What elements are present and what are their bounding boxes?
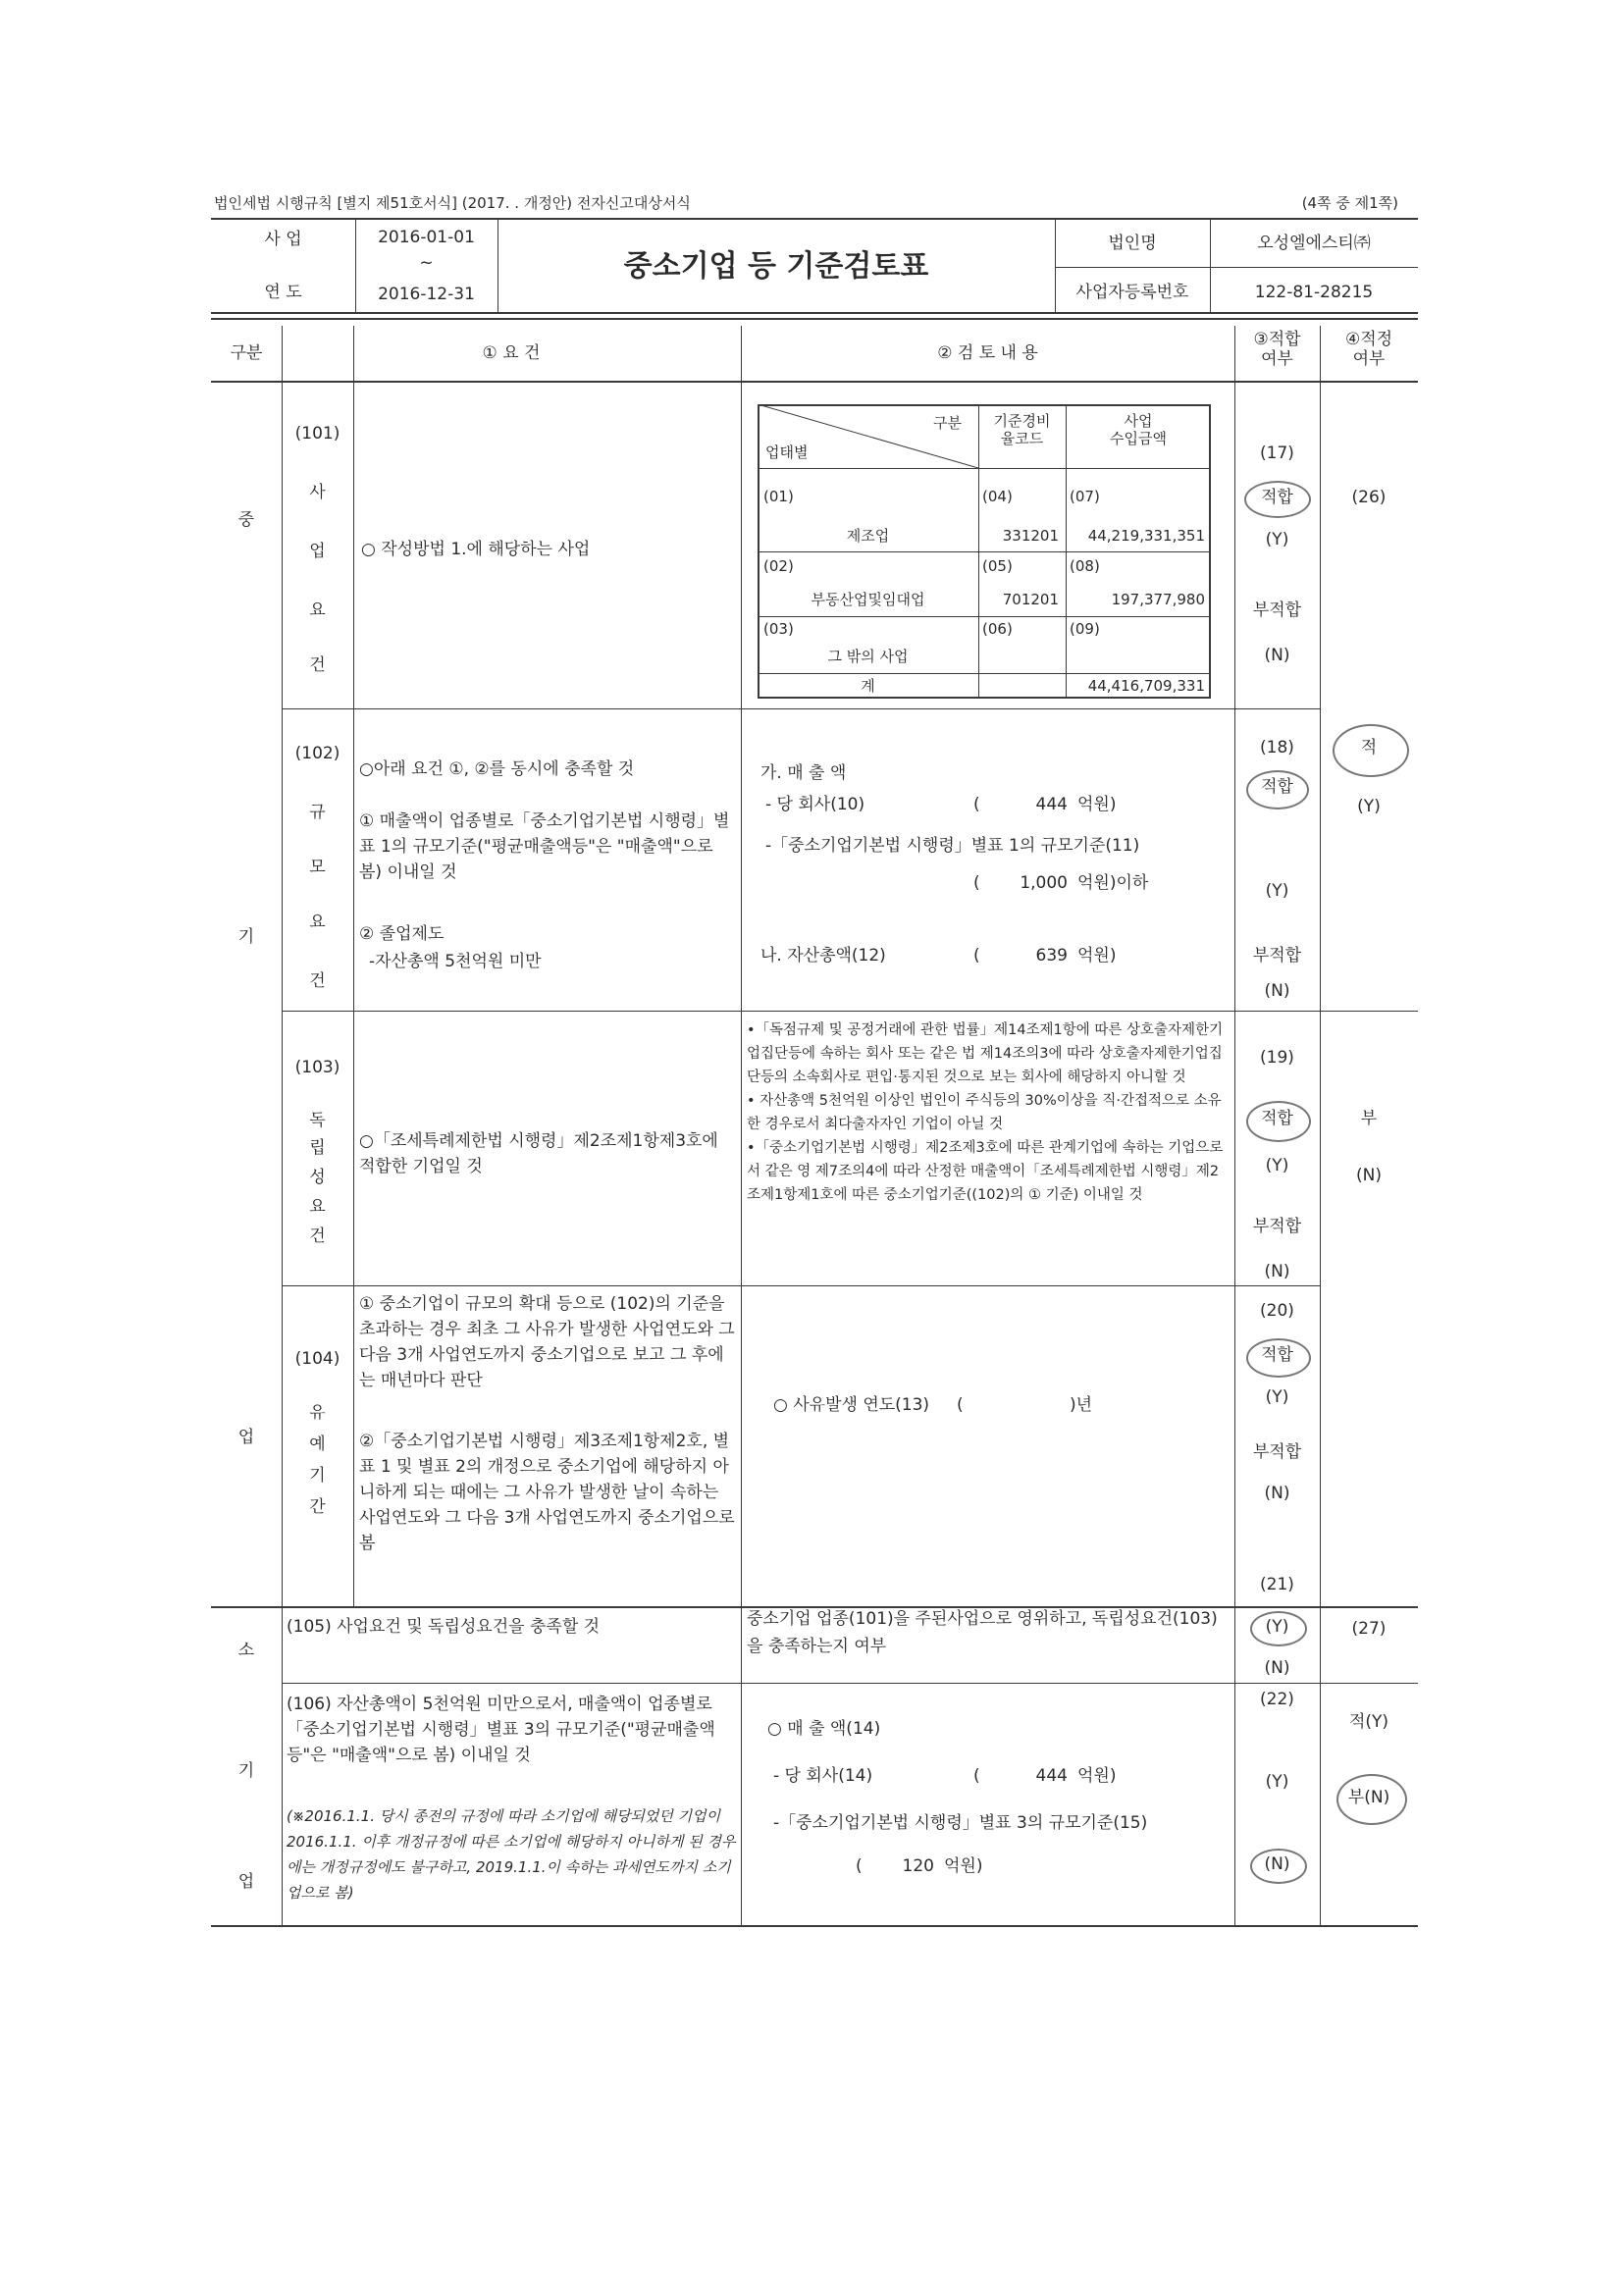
- row103-review: •「독점규제 및 공정거래에 관한 법률」제14조제1항에 따른 상호출자제한기업집단등에 속하는 회사 또는 같은 법 제14조의3에 따라 상호출자제한기업집단등의 소속회사로 편입·통지된 것으로 보는 회사에 해당하지 아니할 것 • 자산총액 5천억원 이상인 법인이 주식등의 30%이상을 직·간접적으로 소유한 경우로서 최다출자자인 기업이 아닐 것 •「중소기업기본법 시행령」제2조제3호에 따른 관계기업에 속하는 기업으로서 같은 영 제7조의4에 따라 산정한 매출액이「조세특례제한법 시행령」제2조제1항제1호에 따른 중소기업기준((102)의 ① 기준) 이내일 것: [747, 1022, 1224, 1203]
- row102-label-char: 규: [309, 803, 326, 822]
- tbl-cell: 197,377,980: [1111, 591, 1205, 608]
- row106-req-1: (106) 자산총액이 5천억원 미만으로서, 매출액이 업종별로「중소기업기본법 시행령」별표 3의 규모기준("평균매출액등"은 "매출액"으로 봄) 이내일 것: [287, 1695, 715, 1765]
- row106-proper-2: 부(N): [1347, 1788, 1390, 1807]
- row102-num: (102): [294, 744, 340, 763]
- row104-label-char: 유: [309, 1403, 326, 1423]
- row104-fit-num: (20): [1260, 1301, 1294, 1321]
- row106-proper-1: 적(Y): [1348, 1712, 1389, 1732]
- paren-open: (: [973, 873, 980, 893]
- row102-proper-1: 적: [1360, 738, 1378, 757]
- row101-label-char: 요: [309, 600, 326, 620]
- col-header-proper: ④적정 여부: [1344, 330, 1393, 370]
- row103-label-char: 건: [309, 1226, 326, 1246]
- row103-label-char: 성: [309, 1168, 326, 1187]
- paren-open: (: [856, 1856, 863, 1876]
- row102-fit-n: (N): [1264, 981, 1290, 1001]
- tbl-total-amount: 44,416,709,331: [1087, 677, 1205, 695]
- row102-label-char: 요: [309, 913, 326, 932]
- row102-threshold-value: 1,000: [1020, 873, 1068, 893]
- row106-fit-n: (N): [1264, 1854, 1290, 1874]
- row103-label-char: 요: [309, 1197, 326, 1217]
- row102-rev-5-label: 나. 자산총액(12): [760, 946, 886, 965]
- row105-fit-y: (Y): [1265, 1617, 1289, 1637]
- tbl-cell: 그 밖의 사업: [827, 648, 909, 665]
- row101-label-char: 업: [309, 542, 326, 561]
- paren-open: (: [973, 795, 980, 814]
- row106-fit-y: (Y): [1265, 1772, 1289, 1792]
- paren-open: (: [973, 1766, 980, 1786]
- row103-requirement: ○「조세특례제한법 시행령」제2조제1항제3호에 적합한 기업일 것: [359, 1131, 718, 1176]
- row103-fit-y: (Y): [1265, 1156, 1289, 1175]
- row105-fit-n: (N): [1264, 1658, 1290, 1678]
- row101-fit-no: 부적합: [1252, 600, 1302, 620]
- form-reference: 법인세법 시행규칙 [별지 제51호서식] (2017. . 개정안) 전자신고대상서식: [214, 194, 691, 212]
- row103-label-char: 립: [309, 1138, 326, 1158]
- row102-req-1: ○아래 요건 ①, ②를 동시에 충족할 것: [359, 759, 635, 779]
- row104-fit-yes: 적합: [1261, 1345, 1293, 1365]
- col-header-requirement: ① 요 건: [482, 343, 541, 363]
- row103-proper-1: 부: [1360, 1109, 1378, 1128]
- row106-rev-1: ○ 매 출 액(14): [767, 1719, 881, 1739]
- row101-label-char: 사: [309, 483, 326, 502]
- row106-revenue-value: 444: [1035, 1766, 1068, 1786]
- category-char: 중: [237, 510, 255, 530]
- row102-req-3: ② 졸업제도: [359, 924, 445, 944]
- row104-num: (104): [294, 1349, 340, 1369]
- row103-proper-2: (N): [1356, 1166, 1382, 1185]
- row102-fit-no: 부적합: [1252, 946, 1302, 965]
- row106-fit-num: (22): [1260, 1690, 1294, 1709]
- unit-label: 억원): [1077, 1766, 1117, 1786]
- row101-requirement: ○ 작성방법 1.에 해당하는 사업: [361, 540, 591, 559]
- col-header-category: 구분: [230, 343, 263, 363]
- row104-fit-y: (Y): [1265, 1387, 1289, 1407]
- reg-no: 122-81-28215: [1254, 283, 1374, 302]
- row104-rev-label: ○ 사유발생 연도(13): [773, 1395, 930, 1415]
- row102-assets-value: 639: [1035, 946, 1068, 965]
- col-divider-label: [353, 326, 354, 1606]
- header-top-border: [211, 218, 1418, 220]
- unit-label: 억원): [1077, 795, 1117, 814]
- row102-rev-2-label: - 당 회사(10): [765, 795, 865, 814]
- tbl-cell: 44,219,331,351: [1087, 527, 1205, 545]
- row104-fit-n: (N): [1264, 1484, 1290, 1503]
- row104-req-1: ① 중소기업이 규모의 확대 등으로 (102)의 기준을 초과하는 경우 최초 그 사유가 발생한 사업연도와 그 다음 3개 사업연도까지 중소기업으로 보고 그 후에는 매년마다 판단: [359, 1294, 735, 1390]
- tbl-header-code: 기준경비 율코드: [993, 412, 1051, 447]
- unit-label: 억원)이하: [1077, 873, 1149, 893]
- tbl-cell: 701201: [1002, 591, 1059, 608]
- tbl-cell: (05): [982, 557, 1013, 575]
- row102-label-char: 건: [309, 971, 326, 991]
- tbl-cell: 331201: [1002, 527, 1059, 545]
- corp-name-label: 법인명: [1108, 234, 1157, 253]
- tbl-cell: 부동산업및임대업: [811, 591, 925, 608]
- paren-open: (: [957, 1395, 964, 1415]
- row105-proper: (27): [1351, 1619, 1387, 1639]
- col-divider-review: [741, 326, 742, 1925]
- reg-no-label: 사업자등록번호: [1075, 283, 1189, 302]
- row102-revenue-value: 444: [1035, 795, 1068, 814]
- row103-fit-n: (N): [1264, 1262, 1290, 1281]
- unit-label: 억원): [1077, 946, 1117, 965]
- header-bottom-border: [211, 312, 1418, 314]
- row102-rev-1: 가. 매 출 액: [760, 763, 847, 783]
- page-indicator: (4쪽 중 제1쪽): [1301, 194, 1398, 212]
- row106-req-2: (※2016.1.1. 당시 종전의 규정에 따라 소기업에 해당되었던 기업이 2016.1.1. 이후 개정규정에 따른 소기업에 해당하지 아니하게 된 경우에는 개정규정에도 불구하고, 2019.1.1.이 속하는 과세연도까지 소기업으로 봄): [287, 1807, 736, 1902]
- period-end: 2016-12-31: [378, 285, 475, 304]
- row103-fit-yes: 적합: [1261, 1109, 1293, 1128]
- corp-name: 오성엘에스티㈜: [1257, 234, 1371, 253]
- row102-label-char: 모: [309, 858, 326, 877]
- period-start: 2016-01-01: [378, 228, 475, 247]
- category-char: 기: [237, 1761, 255, 1781]
- row101-proper: (26): [1351, 488, 1387, 507]
- row102-rev-3: -「중소기업기본법 시행령」별표 1의 규모기준(11): [765, 836, 1140, 856]
- row101-fit-y: (Y): [1265, 530, 1289, 549]
- tbl-cell: (09): [1070, 620, 1100, 638]
- row106-threshold-value: 120: [902, 1856, 934, 1876]
- row104-fit-no: 부적합: [1252, 1442, 1302, 1462]
- row103-fit-num: (19): [1260, 1048, 1294, 1068]
- category-char: 소: [237, 1641, 255, 1660]
- row102-proper-2: (Y): [1357, 797, 1381, 816]
- tbl-cell: (02): [763, 557, 794, 575]
- row101-fit-num: (17): [1260, 444, 1294, 463]
- tbl-header-income: 사업 수입금액: [1110, 412, 1167, 447]
- tbl-total-label: 계: [861, 677, 875, 695]
- unit-label: 억원): [944, 1856, 983, 1876]
- row102-fit-yes: 적합: [1261, 777, 1293, 797]
- row104-req-2: ②「중소기업기본법 시행령」제3조제1항제2호, 별표 1 및 별표 2의 개정으로 중소기업에 해당하지 아니하게 되는 때에는 그 사유가 발생한 날이 속하는 사업연도와 그 다음 3개 사업연도까지 중소기업으로 봄: [359, 1432, 735, 1553]
- row104-label-char: 기: [309, 1466, 326, 1486]
- year-label-1: 사 업: [264, 230, 302, 249]
- tbl-header-div-bottom: 업태별: [765, 444, 809, 461]
- row105-review: 중소기업 업종(101)을 주된사업으로 영위하고, 독립성요건(103)을 충족하는지 여부: [747, 1609, 1218, 1656]
- tbl-cell: (04): [982, 488, 1013, 505]
- tbl-cell: (06): [982, 620, 1013, 638]
- row104-label-char: 예: [309, 1435, 326, 1454]
- paren-open: (: [973, 946, 980, 965]
- row101-label-char: 건: [309, 655, 326, 675]
- year-label-2: 연 도: [264, 283, 302, 302]
- tbl-cell: (07): [1070, 488, 1100, 505]
- tbl-header-div-top: 구분: [933, 414, 962, 432]
- row101-num: (101): [294, 424, 340, 444]
- tbl-cell: (08): [1070, 557, 1100, 575]
- row106-rev-2-label: - 당 회사(14): [773, 1766, 873, 1786]
- row101-fit-yes: 적합: [1261, 488, 1293, 507]
- row106-rev-3: -「중소기업기본법 시행령」별표 3의 규모기준(15): [773, 1813, 1148, 1833]
- header-double-border: [211, 318, 1418, 320]
- row103-fit-no: 부적합: [1252, 1217, 1302, 1236]
- period-tilde: ~: [419, 253, 434, 273]
- col-header-fit: ③적합 여부: [1253, 330, 1301, 370]
- row102-req-4: -자산총액 5천억원 미만: [369, 952, 542, 971]
- category-char: 업: [237, 1428, 255, 1447]
- tbl-cell: 제조업: [846, 527, 890, 545]
- row103-num: (103): [294, 1058, 340, 1077]
- col-header-review: ② 검 토 내 용: [937, 343, 1038, 363]
- category-char: 기: [237, 927, 255, 947]
- category-char: 업: [237, 1872, 255, 1892]
- row101-fit-n: (N): [1264, 646, 1290, 665]
- row103-label-char: 독: [309, 1111, 326, 1130]
- tbl-cell: (03): [763, 620, 794, 638]
- row104-rev-close: )년: [1070, 1395, 1093, 1415]
- page-title: 중소기업 등 기준검토표: [623, 249, 929, 284]
- row102-req-2: ① 매출액이 업종별로「중소기업기본법 시행령」별표 1의 규모기준("평균매출액등"은 "매출액"으로 봄) 이내일 것: [359, 811, 730, 882]
- row104-label-char: 간: [309, 1497, 326, 1517]
- tbl-cell: (01): [763, 488, 794, 505]
- row102-fit-y: (Y): [1265, 881, 1289, 901]
- row102-fit-num: (18): [1260, 738, 1294, 757]
- row105-requirement: (105) 사업요건 및 독립성요건을 충족할 것: [287, 1617, 601, 1637]
- row105-fit-num: (21): [1260, 1575, 1294, 1594]
